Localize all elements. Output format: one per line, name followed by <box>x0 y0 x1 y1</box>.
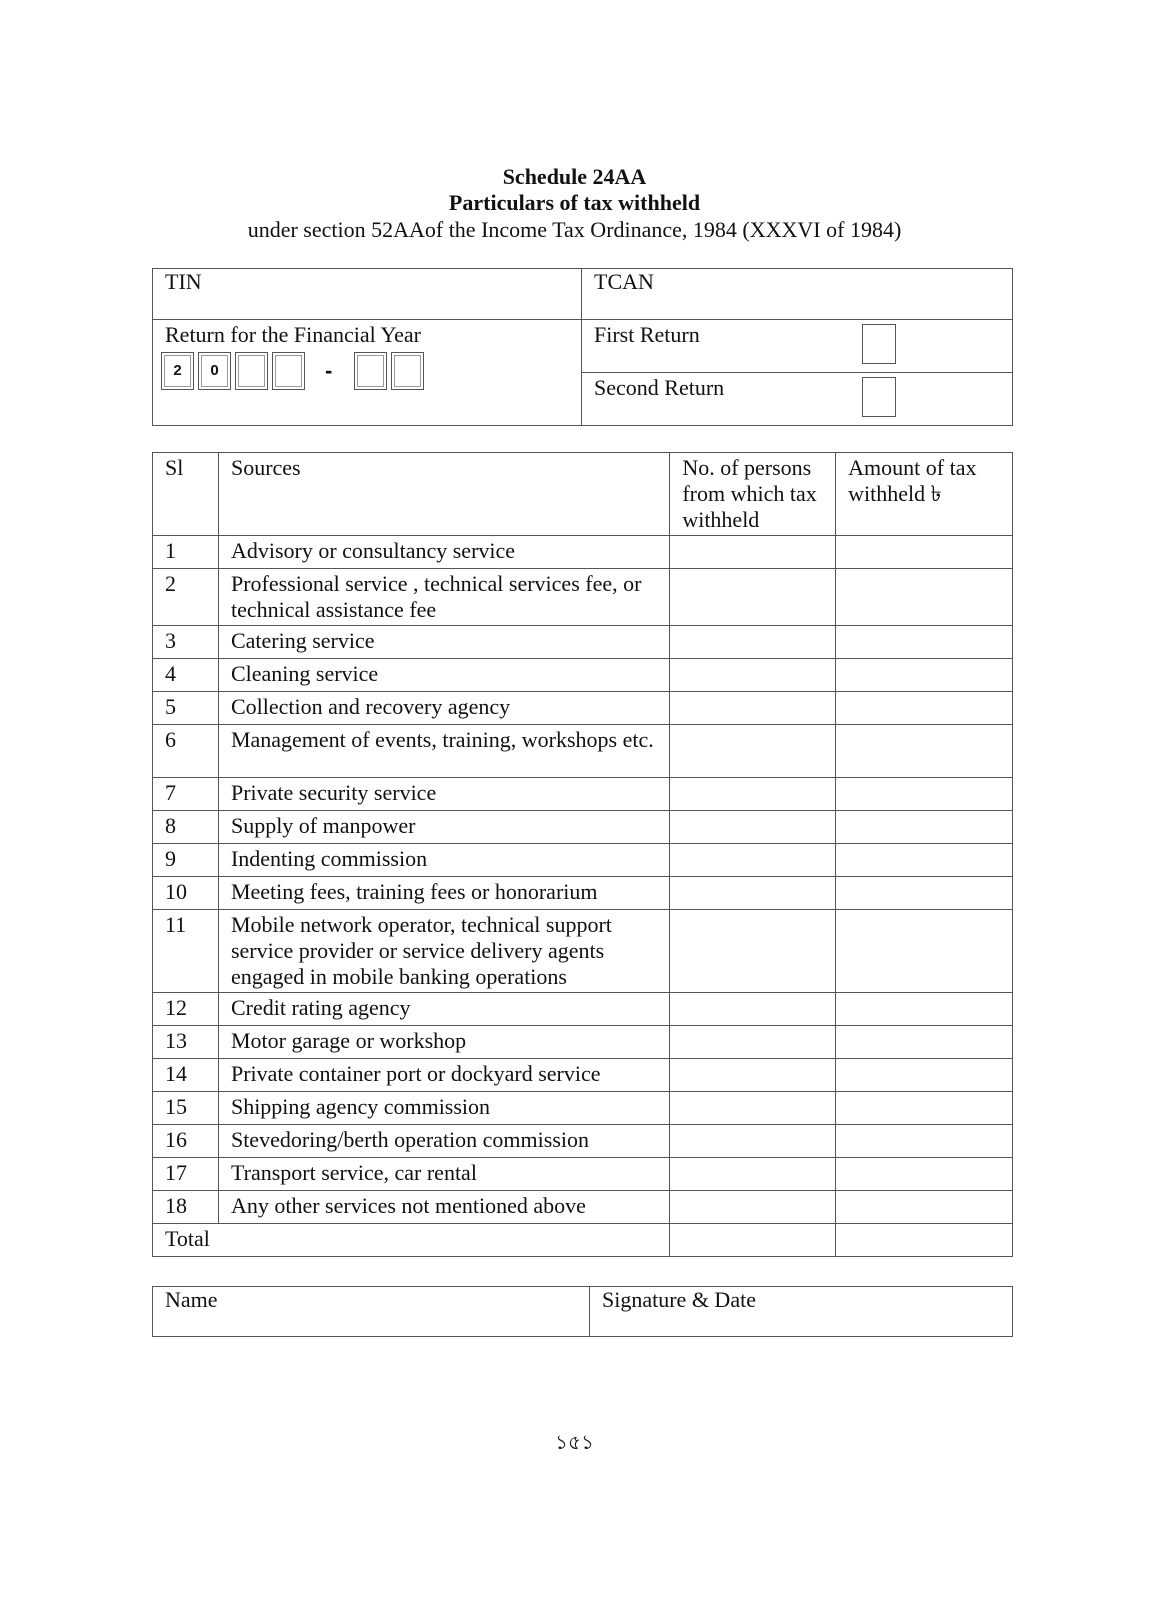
first-return-checkbox[interactable] <box>862 324 896 364</box>
row-source: Collection and recovery agency <box>218 692 669 725</box>
row-sl: 2 <box>153 569 219 626</box>
row-persons-input[interactable] <box>670 626 836 659</box>
row-amount-input[interactable] <box>836 1026 1013 1059</box>
signature-table <box>152 1286 1013 1337</box>
header-persons: No. of persons from which tax withheld <box>670 453 836 536</box>
second-return-label: Second Return <box>594 375 725 400</box>
financial-year-label: Return for the Financial Year <box>165 322 421 347</box>
name-label: Name <box>165 1287 218 1312</box>
year-digit-box[interactable] <box>272 352 305 390</box>
tcan-label: TCAN <box>594 269 654 294</box>
row-source: Mobile network operator, technical support service provider or service delivery agents engaged in mobile banking operations <box>218 910 669 993</box>
form-title: Particulars of tax withheld <box>448 190 701 215</box>
table-row <box>153 659 1013 692</box>
table-row <box>153 1191 1013 1224</box>
signature-date-field[interactable] <box>590 1287 1013 1337</box>
year-end-digit-box[interactable] <box>391 352 424 390</box>
financial-year-cell <box>153 320 582 426</box>
row-persons-input[interactable] <box>670 1059 836 1092</box>
table-row <box>153 1059 1013 1092</box>
row-amount-input[interactable] <box>836 811 1013 844</box>
row-amount-input[interactable] <box>836 692 1013 725</box>
first-return-cell <box>582 320 1013 373</box>
row-amount-input[interactable] <box>836 844 1013 877</box>
signature-date-label: Signature & Date <box>602 1287 756 1312</box>
table-row <box>153 1026 1013 1059</box>
identification-table <box>152 268 1013 426</box>
tcan-field[interactable] <box>582 269 1013 320</box>
total-label: Total <box>153 1224 670 1257</box>
row-amount-input[interactable] <box>836 1158 1013 1191</box>
row-sl: 9 <box>153 844 219 877</box>
row-source: Catering service <box>218 626 669 659</box>
row-source: Professional service , technical services fee, or technical assistance fee <box>218 569 669 626</box>
row-sl: 4 <box>153 659 219 692</box>
table-header-row <box>153 453 1013 536</box>
row-sl: 11 <box>153 910 219 993</box>
row-amount-input[interactable] <box>836 1059 1013 1092</box>
row-persons-input[interactable] <box>670 1125 836 1158</box>
year-end-digit-box[interactable] <box>354 352 387 390</box>
total-amount-input[interactable] <box>836 1224 1013 1257</box>
row-persons-input[interactable] <box>670 778 836 811</box>
header-amount: Amount of tax withheld ৳ <box>836 453 1013 536</box>
table-row <box>153 993 1013 1026</box>
tin-label: TIN <box>165 269 202 294</box>
row-amount-input[interactable] <box>836 725 1013 778</box>
row-persons-input[interactable] <box>670 1026 836 1059</box>
table-row <box>153 626 1013 659</box>
page-number: ১৫১ <box>555 1430 594 1454</box>
year-digit-box[interactable]: 2 <box>161 352 194 390</box>
row-persons-input[interactable] <box>670 1158 836 1191</box>
row-amount-input[interactable] <box>836 1125 1013 1158</box>
row-persons-input[interactable] <box>670 659 836 692</box>
row-sl: 16 <box>153 1125 219 1158</box>
first-return-label: First Return <box>594 322 700 347</box>
row-source: Motor garage or workshop <box>218 1026 669 1059</box>
financial-year-boxes <box>161 352 569 390</box>
table-row <box>153 692 1013 725</box>
table-row <box>153 811 1013 844</box>
row-persons-input[interactable] <box>670 811 836 844</box>
tin-field[interactable] <box>153 269 582 320</box>
table-row <box>153 569 1013 626</box>
row-amount-input[interactable] <box>836 1191 1013 1224</box>
row-persons-input[interactable] <box>670 692 836 725</box>
row-source: Private container port or dockyard service <box>218 1059 669 1092</box>
row-sl: 3 <box>153 626 219 659</box>
row-source: Advisory or consultancy service <box>218 536 669 569</box>
row-persons-input[interactable] <box>670 993 836 1026</box>
row-source: Stevedoring/berth operation commission <box>218 1125 669 1158</box>
year-dash: - <box>325 358 333 383</box>
table-row <box>153 1092 1013 1125</box>
row-amount-input[interactable] <box>836 877 1013 910</box>
table-row <box>153 844 1013 877</box>
row-persons-input[interactable] <box>670 536 836 569</box>
header-sources: Sources <box>218 453 669 536</box>
table-row <box>153 1158 1013 1191</box>
row-sl: 17 <box>153 1158 219 1191</box>
row-persons-input[interactable] <box>670 844 836 877</box>
table-row <box>153 536 1013 569</box>
table-row <box>153 1125 1013 1158</box>
table-row <box>153 877 1013 910</box>
row-sl: 7 <box>153 778 219 811</box>
row-amount-input[interactable] <box>836 1092 1013 1125</box>
year-digit-box[interactable]: 0 <box>198 352 231 390</box>
row-sl: 14 <box>153 1059 219 1092</box>
year-digit-box[interactable] <box>235 352 268 390</box>
row-amount-input[interactable] <box>836 626 1013 659</box>
form-subtitle: under section 52AAof the Income Tax Ordinance, 1984 (XXXVI of 1984) <box>247 217 902 242</box>
document-header <box>0 164 1149 244</box>
row-sl: 12 <box>153 993 219 1026</box>
row-amount-input[interactable] <box>836 910 1013 993</box>
schedule-title: Schedule 24AA <box>502 164 647 189</box>
row-persons-input[interactable] <box>670 569 836 626</box>
name-field[interactable] <box>153 1287 590 1337</box>
row-source: Credit rating agency <box>218 993 669 1026</box>
row-sl: 5 <box>153 692 219 725</box>
row-sl: 13 <box>153 1026 219 1059</box>
row-sl: 1 <box>153 536 219 569</box>
row-sl: 15 <box>153 1092 219 1125</box>
row-amount-input[interactable] <box>836 536 1013 569</box>
row-amount-input[interactable] <box>836 778 1013 811</box>
table-row <box>153 725 1013 778</box>
tax-withheld-table <box>152 452 1013 1257</box>
row-sl: 10 <box>153 877 219 910</box>
row-source: Any other services not mentioned above <box>218 1191 669 1224</box>
row-persons-input[interactable] <box>670 910 836 993</box>
row-source: Private security service <box>218 778 669 811</box>
row-persons-input[interactable] <box>670 1092 836 1125</box>
row-persons-input[interactable] <box>670 725 836 778</box>
second-return-cell <box>582 373 1013 426</box>
total-row <box>153 1224 1013 1257</box>
row-sl: 18 <box>153 1191 219 1224</box>
row-amount-input[interactable] <box>836 569 1013 626</box>
header-sl: Sl <box>153 453 219 536</box>
row-source: Transport service, car rental <box>218 1158 669 1191</box>
row-sl: 8 <box>153 811 219 844</box>
row-source: Cleaning service <box>218 659 669 692</box>
row-sl: 6 <box>153 725 219 778</box>
second-return-checkbox[interactable] <box>862 377 896 417</box>
row-source: Indenting commission <box>218 844 669 877</box>
row-source: Supply of manpower <box>218 811 669 844</box>
row-amount-input[interactable] <box>836 993 1013 1026</box>
row-amount-input[interactable] <box>836 659 1013 692</box>
total-persons-input[interactable] <box>670 1224 836 1257</box>
row-source: Shipping agency commission <box>218 1092 669 1125</box>
row-persons-input[interactable] <box>670 1191 836 1224</box>
table-row <box>153 778 1013 811</box>
row-persons-input[interactable] <box>670 877 836 910</box>
row-source: Meeting fees, training fees or honorarium <box>218 877 669 910</box>
row-source: Management of events, training, workshops etc. <box>218 725 669 778</box>
table-row <box>153 910 1013 993</box>
